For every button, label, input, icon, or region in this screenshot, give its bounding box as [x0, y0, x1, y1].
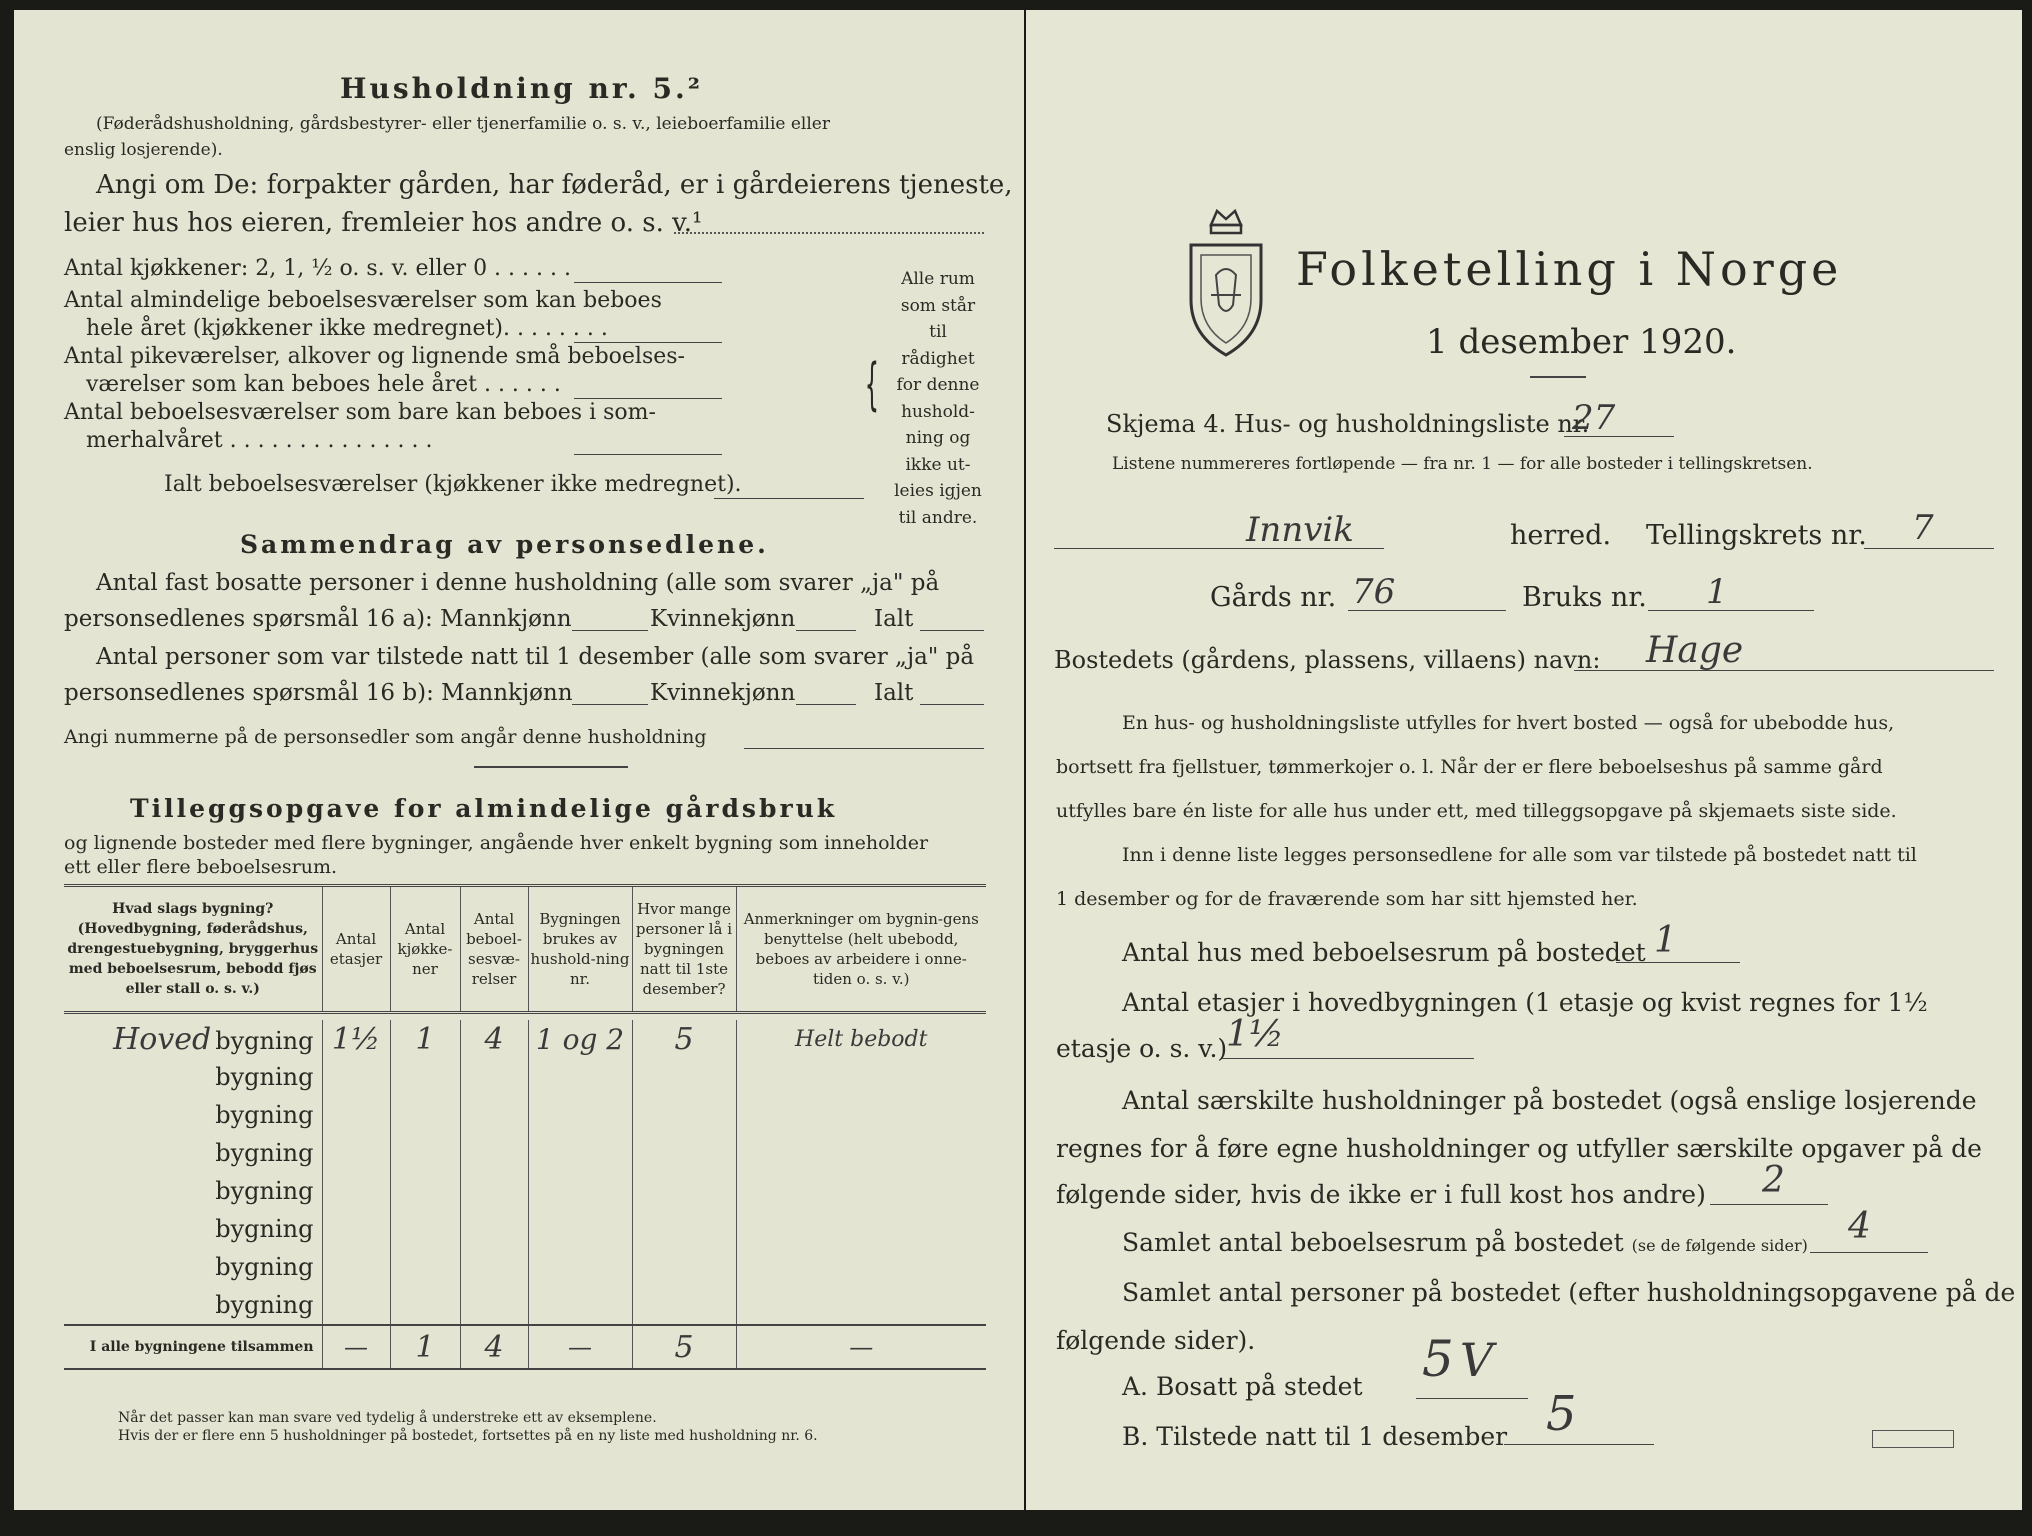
cell-husholdning: [528, 1210, 632, 1248]
table-row: [64, 1248, 986, 1286]
hus-value: 1: [1654, 920, 1677, 961]
coat-of-arms-icon: [1181, 205, 1271, 365]
para2-line1: Inn i denne liste legges personsedlene for alle som var tilstede på bostedet natt til: [1122, 844, 1917, 866]
angi-nummerne-line: [744, 748, 984, 749]
cell-etasjer: 1½: [322, 1020, 390, 1058]
total-personer: 5: [632, 1325, 736, 1369]
cell-husholdning: 1 og 2: [528, 1020, 632, 1058]
col-header-vaerelser: Antal beboel-sesvæ-relser: [460, 886, 528, 1013]
brace-note-line: for denne: [896, 375, 980, 395]
s2-ialt-label: Ialt: [874, 680, 914, 706]
bruks-label: Bruks nr.: [1522, 582, 1647, 613]
brace-note-line: hushold-: [901, 401, 975, 422]
s1-kvinne-label: Kvinnekjønn: [650, 606, 796, 632]
cell-vaerelser: [460, 1286, 528, 1325]
tillegg-title: Tilleggsopgave for almindelige gårdsbruk: [130, 794, 838, 823]
etasjer-line-1: Antal etasjer i hovedbygningen (1 etasje og kvist regnes for 1½: [1122, 988, 1928, 1017]
hus-label: Antal hus med beboelsesrum på bostedet: [1122, 938, 1646, 967]
cell-kjokkener: [390, 1058, 460, 1096]
brace-note-line: ning og: [905, 428, 971, 448]
cell-type: bygning: [215, 1177, 314, 1205]
som-line-2: merhalvåret . . . . . . . . . . . . . . .: [86, 428, 433, 453]
cell-husholdning: [528, 1058, 632, 1096]
para2-line2: 1 desember og for de fraværende som har sitt hjemsted her.: [1056, 888, 1638, 910]
angi-dotted-line: [674, 232, 984, 234]
bruks-line: [1648, 610, 1814, 611]
ialt-label: Ialt beboelsesværelser (kjøkkener ikke medregnet).: [164, 472, 742, 497]
herred-label: herred.: [1510, 520, 1612, 551]
alm-line-2: hele året (kjøkkener ikke medregnet). . . . . . . .: [86, 316, 608, 341]
household-title: Husholdning nr. 5.²: [340, 72, 704, 105]
bosatt-value: [1422, 1330, 1493, 1388]
table-total-row: [64, 1325, 986, 1369]
som-line-1: Antal beboelsesværelser som bare kan beboes i som-: [64, 400, 656, 425]
sammendrag-title: Sammendrag av personsedlene.: [240, 530, 769, 559]
cell-kjokkener: [390, 1172, 460, 1210]
sars-line-2: regnes for å føre egne husholdninger og utfyller særskilte opgaver på de: [1056, 1134, 1982, 1163]
pike-line-1: Antal pikeværelser, alkover og lignende små beboelses-: [64, 344, 685, 369]
cell-husholdning: [528, 1172, 632, 1210]
s2-kvinne-line: [796, 704, 856, 705]
cell-anm: [736, 1248, 986, 1286]
para1-line1: En hus- og husholdningsliste utfylles for hvert bosted — også for ubebodde hus,: [1122, 712, 1895, 734]
cell-anm: [736, 1286, 986, 1325]
listene-note: Listene nummereres fortløpende — fra nr. 1 — for alle bosteder i tellingskretsen.: [1112, 454, 1813, 474]
tilstede-label: B. Tilstede natt til 1 desember: [1122, 1422, 1508, 1451]
tellingskrets-label: Tellingskrets nr.: [1646, 520, 1867, 551]
s1-ialt-line: [920, 630, 984, 631]
check-mark-icon: V: [1459, 1333, 1494, 1387]
samlet-pers-line-2: følgende sider).: [1056, 1326, 1256, 1355]
cell-kjokkener: [390, 1248, 460, 1286]
tellingskrets-line: [1864, 548, 1994, 549]
brace-note-line: ikke ut-: [905, 454, 971, 475]
tillegg-line-2: ett eller flere beboelsesrum.: [64, 856, 338, 878]
col-header-type: Hvad slags bygning? (Hovedbygning, føderådshus, drengestuebygning, bryggerhus med beboelsesrum, bebodd fjøs eller stall o. s. v.): [64, 886, 322, 1013]
cell-vaerelser: [460, 1096, 528, 1134]
para1-line2: bortsett fra fjellstuer, tømmerkojer o. l. Når der er flere beboelseshus på samme gård: [1056, 756, 1883, 778]
total-husholdning: —: [528, 1325, 632, 1369]
s2-line-1: Antal personer som var tilstede natt til 1 desember (alle som svarer „ja" på: [96, 644, 975, 670]
angi-line-2: leier hus hos eieren, fremleier hos andre o. s. v.¹: [64, 208, 703, 238]
cell-vaerelser: 4: [460, 1020, 528, 1058]
cell-husholdning: [528, 1248, 632, 1286]
section-divider: [474, 766, 628, 768]
gards-label: Gårds nr.: [1210, 582, 1337, 613]
building-table: [64, 884, 986, 1014]
cell-husholdning: [528, 1286, 632, 1325]
s1-ialt-label: Ialt: [874, 606, 914, 632]
cell-vaerelser: [460, 1210, 528, 1248]
etasjer-line: [1222, 1058, 1474, 1059]
cell-etasjer: [322, 1248, 390, 1286]
table-row: [64, 1210, 986, 1248]
cell-vaerelser: [460, 1248, 528, 1286]
household-subtitle-2: enslig losjerende).: [64, 140, 223, 160]
total-vaerelser: 4: [460, 1325, 528, 1369]
cell-personer: [632, 1172, 736, 1210]
table-row: [64, 1172, 986, 1210]
total-etasjer: —: [322, 1325, 390, 1369]
cell-anm: [736, 1096, 986, 1134]
alm-line: [574, 342, 722, 343]
cell-type: bygning: [215, 1063, 314, 1091]
cell-etasjer: [322, 1134, 390, 1172]
cell-type: [64, 1020, 322, 1058]
col-header-anmerkninger: Anmerkninger om bygnin-gens benyttelse (helt ubebodd, beboes av arbeidere i onne-tiden o. s. v.): [736, 886, 986, 1013]
cell-anm: Helt bebodt: [736, 1020, 986, 1058]
brace-note-line: leies igjen: [894, 481, 982, 501]
samlet-rum-label: [1122, 1228, 1808, 1257]
cell-personer: [632, 1248, 736, 1286]
cell-anm: [736, 1210, 986, 1248]
col-header-etasjer: Antal etasjer: [322, 886, 390, 1013]
bosted-value: Hage: [1646, 630, 1744, 671]
cell-kjokkener: [390, 1286, 460, 1325]
cell-type: bygning: [215, 1139, 314, 1167]
total-anm: —: [736, 1325, 986, 1369]
cell-type-label: bygning: [215, 1026, 314, 1055]
col-header-husholdning: Bygningen brukes av hushold-ning nr.: [528, 886, 632, 1013]
tilstede-value: 5: [1546, 1386, 1577, 1442]
bruks-nr: 1: [1706, 572, 1728, 612]
sars-value: 2: [1762, 1160, 1785, 1201]
tellingskrets-nr: 7: [1912, 508, 1934, 548]
printer-stamp: [1872, 1430, 1954, 1448]
cell-kjokkener: [390, 1096, 460, 1134]
sars-line-1: Antal særskilte husholdninger på bostedet (også enslige losjerende: [1122, 1086, 1977, 1115]
brace-note: [890, 266, 986, 531]
col-header-personer: Hvor mange personer lå i bygningen natt til 1ste desember?: [632, 886, 736, 1013]
bosted-label: Bostedets (gårdens, plassens, villaens) navn:: [1054, 646, 1601, 674]
cell-kjokkener: [390, 1210, 460, 1248]
table-row: [64, 1286, 986, 1325]
cell-kjokkener: 1: [390, 1020, 460, 1058]
herred-value: Innvik: [1246, 510, 1354, 550]
cell-type: bygning: [215, 1291, 314, 1319]
cell-type: bygning: [215, 1215, 314, 1243]
cell-personer: [632, 1210, 736, 1248]
bosatt-line: [1416, 1398, 1528, 1399]
skjema-nr: 27: [1572, 398, 1616, 438]
s1-line-2: personsedlenes spørsmål 16 a): Mannkjønn: [64, 606, 572, 632]
samlet-rum-value: 4: [1848, 1206, 1871, 1247]
samlet-rum-note: (se de følgende sider): [1631, 1236, 1808, 1255]
tillegg-line-1: og lignende bosteder med flere bygninger, angående hver enkelt bygning som inneholder: [64, 832, 929, 854]
cell-anm: [736, 1058, 986, 1096]
footnote-1: Når det passer kan man svare ved tydelig å understreke ett av eksemplene.: [118, 1410, 657, 1426]
angi-nummerne: Angi nummerne på de personsedler som angår denne husholdning: [64, 726, 707, 748]
hus-line: [1616, 962, 1740, 963]
bosatt-value-text: 5: [1422, 1330, 1454, 1388]
para1-line3: utfylles bare én liste for alle hus under ett, med tilleggsopgave på skjemaets siste side.: [1056, 800, 1897, 822]
kjokkener-label: Antal kjøkkener: 2, 1, ½ o. s. v. eller 0 . . . . . .: [64, 256, 571, 281]
kjokkener-line: [574, 282, 722, 283]
samlet-rum-line: [1810, 1252, 1928, 1253]
total-kjokkener: 1: [390, 1325, 460, 1369]
col-header-kjokkener: Antal kjøkke-ner: [390, 886, 460, 1013]
cell-personer: 5: [632, 1020, 736, 1058]
table-row: [64, 1058, 986, 1096]
cell-husholdning: [528, 1096, 632, 1134]
footnote-2: Hvis der er flere enn 5 husholdninger på bostedet, fortsettes på en ny liste med husholdning nr. 6.: [118, 1428, 818, 1444]
brace-note-line: som står til: [900, 295, 976, 342]
building-table-body: [64, 1020, 986, 1370]
cell-personer: [632, 1096, 736, 1134]
cell-type: bygning: [215, 1253, 314, 1281]
table-row: [64, 1134, 986, 1172]
cell-personer: [632, 1286, 736, 1325]
cell-vaerelser: [460, 1058, 528, 1096]
left-page: [14, 10, 1024, 1510]
table-row: [64, 1096, 986, 1134]
gards-line: [1348, 610, 1506, 611]
skjema-label: Skjema 4. Hus- og husholdningsliste nr.: [1106, 410, 1590, 438]
cell-etasjer: [322, 1096, 390, 1134]
cell-personer: [632, 1134, 736, 1172]
cell-etasjer: [322, 1210, 390, 1248]
angi-line-1: Angi om De: forpakter gården, har føderåd, er i gårdeierens tjeneste,: [96, 170, 1013, 200]
ialt-line: [714, 498, 864, 499]
cell-etasjer: [322, 1058, 390, 1096]
cell-husholdning: [528, 1134, 632, 1172]
herred-line: [1054, 548, 1384, 549]
brace-note-line: til andre.: [898, 507, 978, 528]
total-label: I alle bygningene tilsammen: [64, 1325, 322, 1369]
cell-anm: [736, 1172, 986, 1210]
sars-line: [1710, 1204, 1828, 1205]
bosted-line: [1574, 670, 1994, 671]
samlet-rum-text: Samlet antal beboelsesrum på bostedet: [1122, 1228, 1624, 1257]
cell-type: bygning: [215, 1101, 314, 1129]
som-line: [574, 454, 722, 455]
s2-line-2: personsedlenes spørsmål 16 b): Mannkjønn: [64, 680, 573, 706]
etasjer-value: 1½: [1226, 1014, 1284, 1055]
cell-kjokkener: [390, 1134, 460, 1172]
cell-vaerelser: [460, 1172, 528, 1210]
title-divider: [1530, 376, 1586, 378]
tilstede-line: [1504, 1444, 1654, 1445]
sars-line-3: følgende sider, hvis de ikke er i full kost hos andre): [1056, 1180, 1706, 1209]
s1-kvinne-line: [796, 630, 856, 631]
s2-ialt-line: [920, 704, 984, 705]
cell-vaerelser: [460, 1134, 528, 1172]
table-header-row: [64, 886, 986, 1013]
s2-kvinne-label: Kvinnekjønn: [650, 680, 796, 706]
cell-anm: [736, 1134, 986, 1172]
s1-mann-line: [572, 630, 648, 631]
s1-line-1: Antal fast bosatte personer i denne husholdning (alle som svarer „ja" på: [96, 570, 940, 596]
household-subtitle-1: (Føderådshusholdning, gårdsbestyrer- eller tjenerfamilie o. s. v., leieboerfamilie eller: [96, 114, 830, 134]
gards-nr: 76: [1352, 572, 1396, 612]
main-title: Folketelling i Norge: [1296, 242, 1843, 296]
table-row: [64, 1020, 986, 1058]
pike-line-2: værelser som kan beboes hele året . . . . . .: [86, 372, 561, 397]
cell-type-hw: Hoved: [113, 1021, 212, 1057]
brace-note-line: rådighet: [901, 348, 975, 369]
etasjer-line-2: etasje o. s. v.): [1056, 1034, 1228, 1063]
alm-line-1: Antal almindelige beboelsesværelser som kan beboes: [64, 288, 662, 313]
brace-note-line: Alle rum: [901, 269, 975, 289]
right-page: [1026, 10, 2022, 1510]
skjema-nr-line: [1564, 436, 1674, 437]
cell-personer: [632, 1058, 736, 1096]
main-date: 1 desember 1920.: [1426, 322, 1737, 362]
cell-etasjer: [322, 1286, 390, 1325]
pike-line: [574, 398, 722, 399]
s2-mann-line: [572, 704, 648, 705]
brace-icon: {: [864, 352, 879, 417]
samlet-pers-line-1: Samlet antal personer på bostedet (efter husholdningsopgavene på de: [1122, 1278, 2016, 1307]
bosatt-label: A. Bosatt på stedet: [1122, 1372, 1363, 1401]
cell-etasjer: [322, 1172, 390, 1210]
